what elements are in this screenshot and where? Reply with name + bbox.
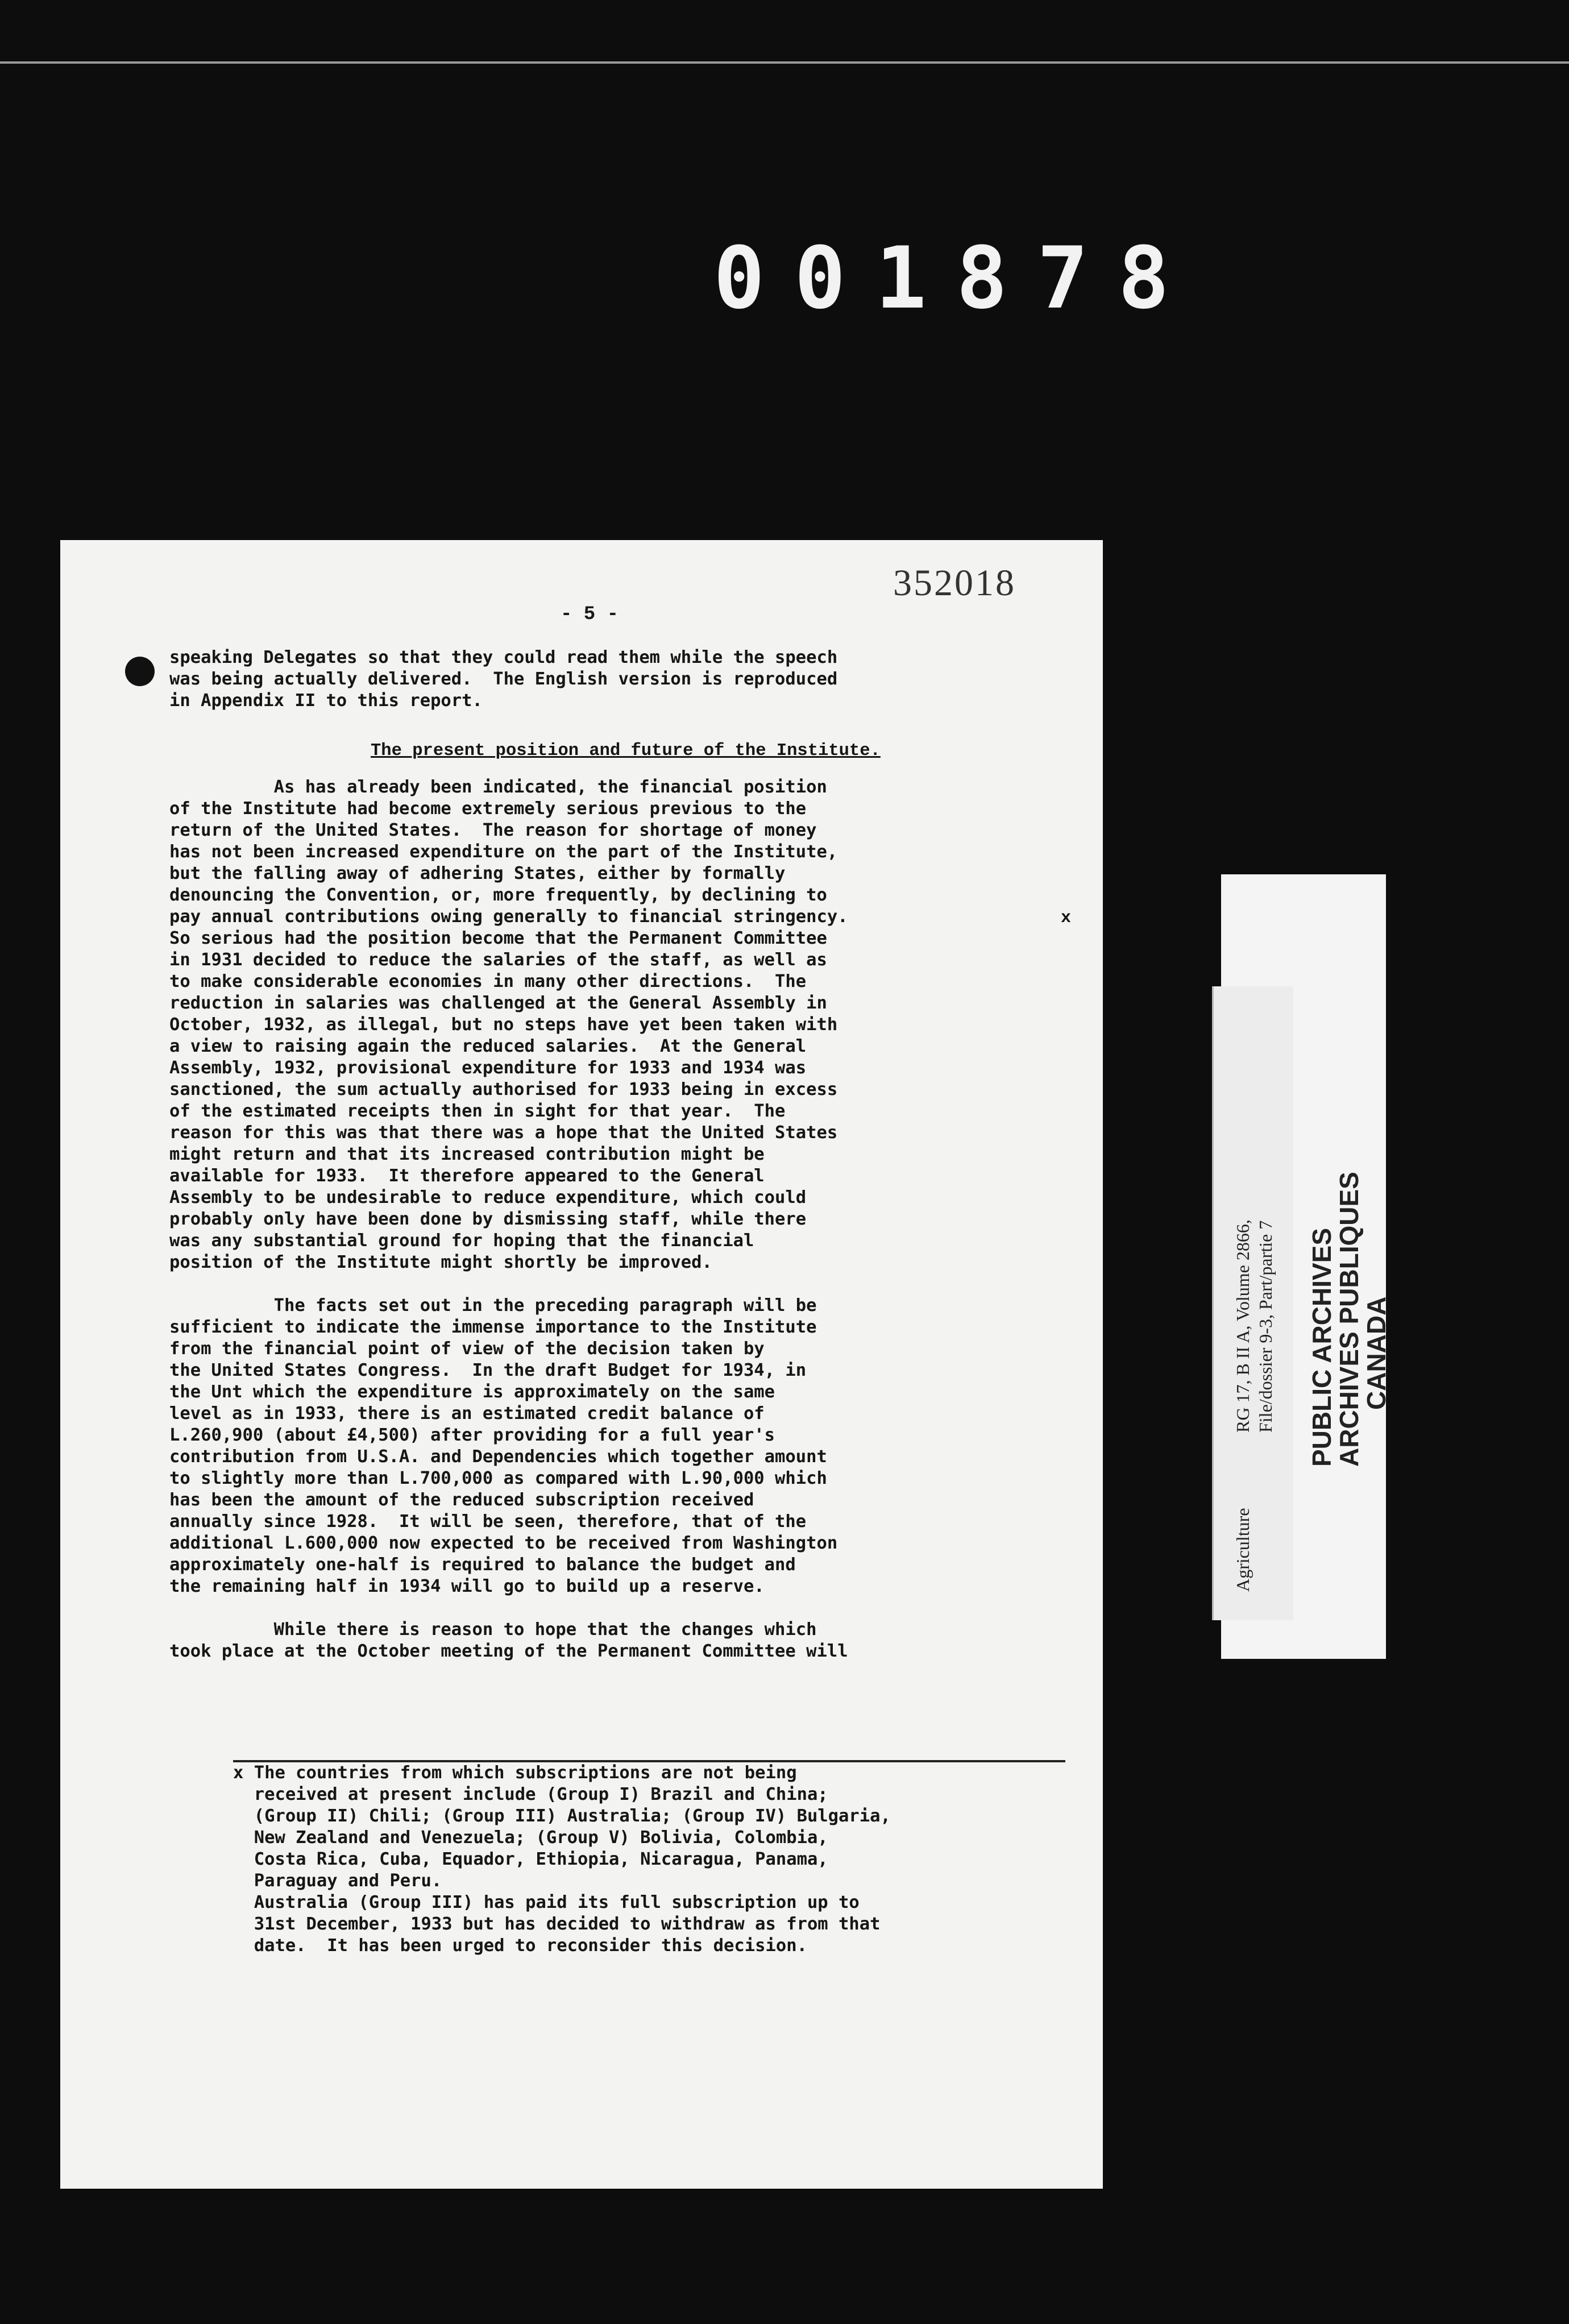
paragraph-1-line: reduction in salaries was challenged at the General Assembly in bbox=[169, 993, 827, 1013]
footnote-line: x The countries from which subscriptions are not being bbox=[233, 1763, 797, 1783]
paragraph-2-line: annually since 1928. It will be seen, therefore, that of the bbox=[169, 1512, 807, 1532]
paragraph-1-line: position of the Institute might shortly be improved. bbox=[169, 1252, 712, 1272]
film-edge-line bbox=[0, 61, 1569, 64]
paragraph-1-line: in 1931 decided to reduce the salaries of the staff, as well as bbox=[169, 950, 827, 970]
section-heading: The present position and future of the Institute. bbox=[371, 741, 881, 761]
paragraph-1-line: might return and that its increased contribution might be bbox=[169, 1144, 765, 1164]
archive-institution-line: PUBLIC ARCHIVES bbox=[1307, 1228, 1336, 1467]
paragraph-2-line: level as in 1933, there is an estimated credit balance of bbox=[169, 1404, 765, 1424]
archive-subject: Agriculture bbox=[1232, 1508, 1253, 1592]
footnote-line: Costa Rica, Cuba, Equador, Ethiopia, Nicaragua, Panama, bbox=[233, 1849, 828, 1869]
paragraph-1-line: So serious had the position become that the Permanent Committee bbox=[169, 928, 827, 948]
paragraph-3-line: While there is reason to hope that the changes which bbox=[169, 1620, 817, 1640]
paragraph-1-line: was any substantial ground for hoping that the financial bbox=[169, 1231, 754, 1251]
paragraph-2-line: additional L.600,000 now expected to be received from Washington bbox=[169, 1533, 838, 1553]
paragraph-1-line: reason for this was that there was a hope that the United States bbox=[169, 1123, 838, 1143]
paragraph-1-line: Assembly to be undesirable to reduce expenditure, which could bbox=[169, 1188, 807, 1207]
footnote-line: received at present include (Group I) Brazil and China; bbox=[233, 1785, 828, 1804]
footnote-line: 31st December, 1933 but has decided to withdraw as from that bbox=[233, 1914, 881, 1934]
paragraph-1-line: return of the United States. The reason for shortage of money bbox=[169, 820, 817, 840]
page-number: - 5 - bbox=[561, 604, 619, 625]
paragraph-2-line: sufficient to indicate the immense importance to the Institute bbox=[169, 1317, 817, 1337]
footnote-line: (Group II) Chili; (Group III) Australia; (Group IV) Bulgaria, bbox=[233, 1806, 891, 1826]
footnote-line: date. It has been urged to reconsider this decision. bbox=[233, 1936, 807, 1956]
paragraph-2-line: approximately one-half is required to balance the budget and bbox=[169, 1555, 796, 1575]
paragraph-3-line: took place at the October meeting of the Permanent Committee will bbox=[169, 1641, 848, 1661]
archive-reference-line: File/dossier 9-3, Part/partie 7 bbox=[1255, 1220, 1276, 1433]
paragraph-2-line: L.260,900 (about £4,500) after providing for a full year's bbox=[169, 1425, 775, 1445]
intro-line: speaking Delegates so that they could read them while the speech bbox=[169, 648, 838, 667]
paragraph-1-line: of the Institute had become extremely serious previous to the bbox=[169, 799, 807, 819]
paragraph-2-line: to slightly more than L.700,000 as compared with L.90,000 which bbox=[169, 1468, 827, 1488]
paragraph-1-line: to make considerable economies in many other directions. The bbox=[169, 972, 807, 991]
microfilm-frame-number: 001878 bbox=[713, 229, 1199, 328]
paragraph-2-line: contribution from U.S.A. and Dependencies which together amount bbox=[169, 1447, 827, 1467]
document-stamp-number: 352018 bbox=[893, 562, 1016, 604]
paragraph-2-line: from the financial point of view of the decision taken by bbox=[169, 1339, 765, 1359]
paragraph-1-line: pay annual contributions owing generally to financial stringency. bbox=[169, 907, 848, 927]
footnote-line: Paraguay and Peru. bbox=[233, 1871, 442, 1891]
paragraph-1-line: available for 1933. It therefore appeared to the General bbox=[169, 1166, 765, 1186]
paragraph-2-line: the Unt which the expenditure is approximately on the same bbox=[169, 1382, 775, 1402]
document-body bbox=[169, 647, 1085, 1662]
archive-reference-line: RG 17, B II A, Volume 2866, bbox=[1232, 1219, 1253, 1433]
punch-hole-mark bbox=[125, 657, 155, 686]
paragraph-1-line: October, 1932, as illegal, but no steps have yet been taken with bbox=[169, 1015, 838, 1035]
intro-line: in Appendix II to this report. bbox=[169, 691, 483, 711]
archive-institution-line: ARCHIVES PUBLIQUES bbox=[1334, 1172, 1364, 1467]
paragraph-1-line: but the falling away of adhering States, either by formally bbox=[169, 864, 786, 883]
paragraph-1-line: denouncing the Convention, or, more frequently, by declining to bbox=[169, 885, 827, 905]
footnote-marker: x bbox=[1061, 908, 1072, 928]
paragraph-2-line: the United States Congress. In the draft Budget for 1934, in bbox=[169, 1360, 807, 1380]
paragraph-2-line: The facts set out in the preceding paragraph will be bbox=[169, 1296, 817, 1315]
paragraph-2-line: has been the amount of the reduced subscription received bbox=[169, 1490, 754, 1510]
paragraph-1-line: sanctioned, the sum actually authorised for 1933 being in excess bbox=[169, 1080, 838, 1099]
paragraph-1-line: probably only have been done by dismissing staff, while there bbox=[169, 1209, 807, 1229]
paragraph-2-line: the remaining half in 1934 will go to build up a reserve. bbox=[169, 1576, 765, 1596]
paragraph-1-line: of the estimated receipts then in sight for that year. The bbox=[169, 1101, 786, 1121]
footnote bbox=[233, 1762, 1086, 1957]
footnote-line: New Zealand and Venezuela; (Group V) Bolivia, Colombia, bbox=[233, 1828, 828, 1848]
paragraph-1-line: Assembly, 1932, provisional expenditure for 1933 and 1934 was bbox=[169, 1058, 807, 1078]
intro-line: was being actually delivered. The English version is reproduced bbox=[169, 669, 838, 689]
paragraph-1-line: As has already been indicated, the financial position bbox=[169, 777, 827, 797]
paragraph-1-line: a view to raising again the reduced salaries. At the General bbox=[169, 1036, 807, 1056]
archive-institution-line: CANADA bbox=[1362, 1296, 1391, 1410]
footnote-line: Australia (Group III) has paid its full subscription up to bbox=[233, 1893, 860, 1912]
paragraph-1-line: has not been increased expenditure on the part of the Institute, bbox=[169, 842, 838, 862]
